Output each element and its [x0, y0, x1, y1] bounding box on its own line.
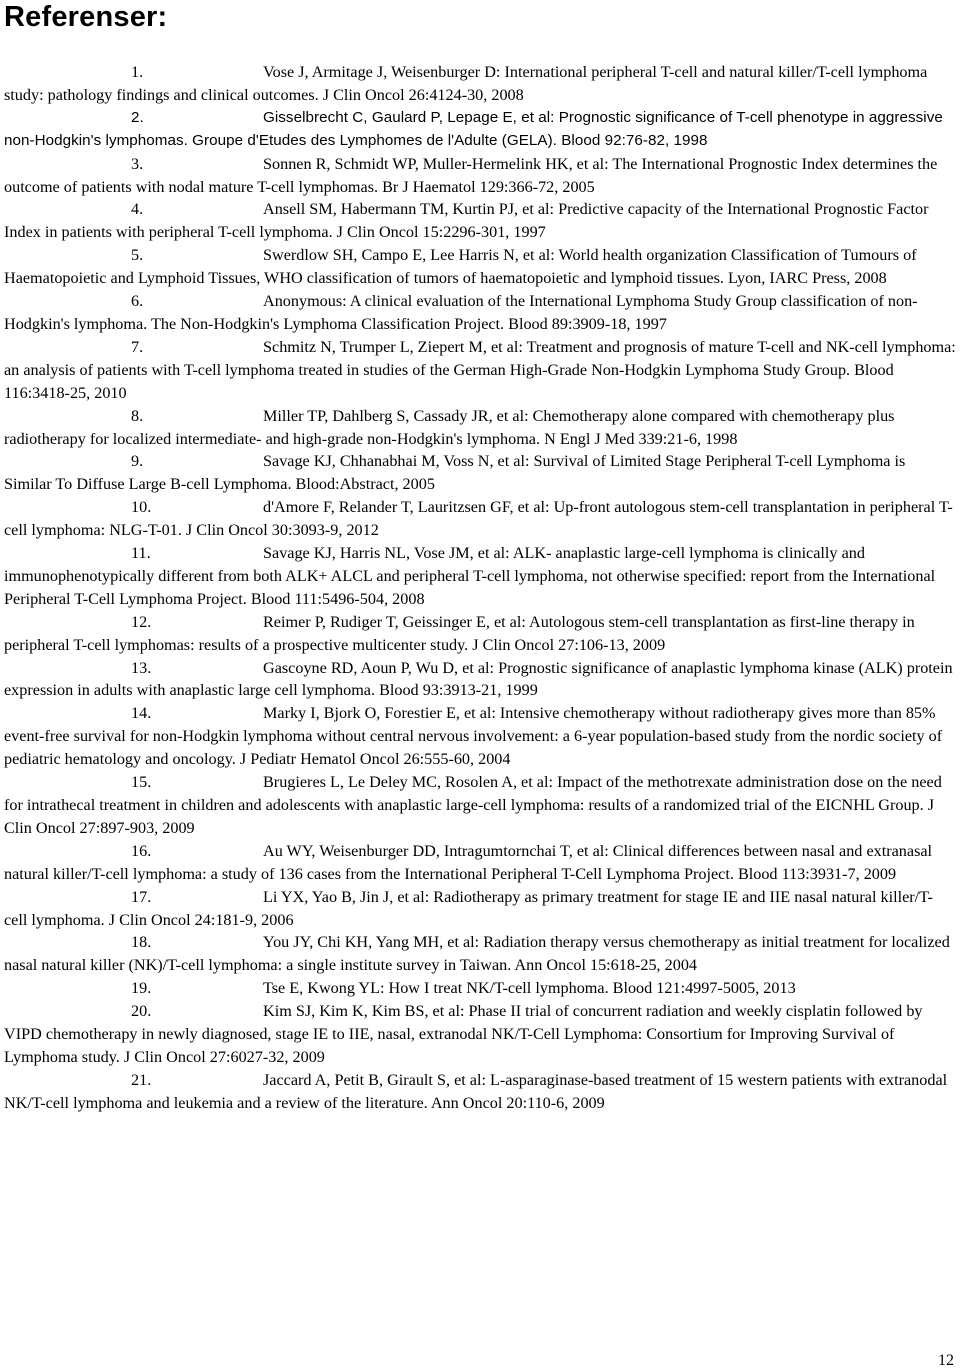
reference-number: 3. — [131, 154, 144, 173]
reference-item — [4, 840, 956, 886]
reference-text: Brugieres L, Le Deley MC, Rosolen A, et al: Impact of the methotrexate administration dose on the need for intrathecal treatment in children and adolescents with anaplastic large-cell lymphoma: results of a randomized trial of the EICNHL Group. J Clin Oncol 27:897-903, 2009 — [4, 773, 942, 837]
reference-item — [4, 153, 956, 199]
reference-item — [4, 405, 956, 451]
reference-number: 17. — [131, 887, 152, 906]
reference-text: Savage KJ, Chhanabhai M, Voss N, et al: Survival of Limited Stage Peripheral T-cell Lymphoma is Similar To Diffuse Large B-cell Lymphoma. Blood:Abstract, 2005 — [4, 452, 906, 494]
reference-item — [4, 931, 956, 977]
reference-text: Gisselbrecht C, Gaulard P, Lepage E, et al: Prognostic significance of T-cell phenotype in aggressive non-Hodgkin's lymphomas. Groupe d'Etudes des Lymphomes de l'Adulte (GELA). Blood 92:76-82, 1998 — [4, 108, 943, 149]
reference-item — [4, 107, 956, 153]
reference-number: 5. — [131, 246, 144, 265]
reference-item — [4, 657, 956, 703]
reference-number: 2. — [131, 108, 144, 126]
reference-text: Li YX, Yao B, Jin J, et al: Radiotherapy as primary treatment for stage IE and IIE nasal natural killer/T-cell lymphoma. J Clin Oncol 24:181-9, 2006 — [4, 887, 933, 929]
reference-text: Au WY, Weisenburger DD, Intragumtornchai T, et al: Clinical differences between nasal and extranasal natural killer/T-cell lymphoma: a study of 136 cases from the International Peripheral T-Cell Lymphoma Project. Blood 113:3931-7, 2009 — [4, 841, 933, 883]
reference-number: 12. — [131, 612, 152, 631]
reference-number: 7. — [131, 337, 144, 356]
page-number: 12 — [938, 1352, 954, 1369]
reference-number: 19. — [131, 979, 152, 998]
reference-item — [4, 450, 956, 496]
reference-text: Miller TP, Dahlberg S, Cassady JR, et al: Chemotherapy alone compared with chemotherapy plus radiotherapy for localized intermediate- and high-grade non-Hodgkin's lymphoma. N Engl J Med 339:21-6, 1998 — [4, 406, 895, 448]
reference-number: 6. — [131, 292, 144, 311]
reference-number: 21. — [131, 1070, 152, 1089]
reference-text: Swerdlow SH, Campo E, Lee Harris N, et al: World health organization Classification of Tumours of Haematopoietic and Lymphoid Tissues, WHO classification of tumors of haematopoietic and lymphoid tissues. Lyon, IARC Press, 2008 — [4, 246, 917, 288]
reference-number: 8. — [131, 406, 144, 425]
reference-text: Vose J, Armitage J, Weisenburger D: International peripheral T-cell and natural killer/T-cell lymphoma study: pathology findings and clinical outcomes. J Clin Oncol 26:4124-30, 2008 — [4, 63, 928, 104]
reference-number: 14. — [131, 704, 152, 723]
reference-item — [4, 290, 956, 336]
reference-item — [4, 611, 956, 657]
reference-text: You JY, Chi KH, Yang MH, et al: Radiation therapy versus chemotherapy as initial treatment for localized nasal natural killer (NK)/T-cell lymphoma: a single institute survey in Taiwan. Ann Oncol 15:618-25, 2004 — [4, 933, 950, 975]
reference-text: Kim SJ, Kim K, Kim BS, et al: Phase II trial of concurrent radiation and weekly cisplatin followed by VIPD chemotherapy in newly diagnosed, stage IE to IIE, nasal, extranodal NK/T-Cell Lymphoma: Consortium for Improving Survival of Lymphoma study. J Clin Oncol 27:6027-32, 2009 — [4, 1002, 923, 1066]
reference-number: 13. — [131, 658, 152, 677]
reference-item — [4, 977, 956, 1000]
reference-number: 20. — [131, 1002, 152, 1021]
reference-item — [4, 771, 956, 840]
reference-item — [4, 244, 956, 290]
reference-number: 16. — [131, 841, 152, 860]
reference-item — [4, 1069, 956, 1115]
reference-text: Reimer P, Rudiger T, Geissinger E, et al: Autologous stem-cell transplantation as first-line therapy in peripheral T-cell lymphomas: results of a prospective multicenter study. J Clin Oncol 27:106-13, 2009 — [4, 612, 915, 654]
references-heading: Referenser: — [4, 1, 168, 33]
reference-text: Tse E, Kwong YL: How I treat NK/T-cell lymphoma. Blood 121:4997-5005, 2013 — [263, 979, 796, 998]
reference-text: Ansell SM, Habermann TM, Kurtin PJ, et al: Predictive capacity of the International Prognostic Factor Index in patients with peripheral T-cell lymphoma. J Clin Oncol 15:2296-301, 1997 — [4, 200, 929, 242]
reference-number: 15. — [131, 773, 152, 792]
reference-item — [4, 336, 956, 405]
reference-number: 11. — [131, 544, 151, 563]
reference-text: d'Amore F, Relander T, Lauritzsen GF, et al: Up-front autologous stem-cell transplantation in peripheral T-cell lymphoma: NLG-T-01. J Clin Oncol 30:3093-9, 2012 — [4, 498, 953, 540]
reference-item — [4, 702, 956, 771]
reference-list — [4, 61, 956, 1115]
reference-text: Marky I, Bjork O, Forestier E, et al: Intensive chemotherapy without radiotherapy gives more than 85% event-free survival for non-Hodgkin lymphoma without central nervous involvement: a 6-year population-based study from the nordic society of pediatric hematology and oncology. J Pediatr Hematol Oncol 26:555-60, 2004 — [4, 704, 943, 769]
reference-number: 18. — [131, 933, 152, 952]
reference-item — [4, 1000, 956, 1069]
reference-item — [4, 198, 956, 244]
reference-item — [4, 542, 956, 611]
reference-number: 1. — [131, 63, 144, 81]
reference-number: 4. — [131, 200, 144, 219]
reference-number: 10. — [131, 498, 152, 517]
reference-text: Schmitz N, Trumper L, Ziepert M, et al: Treatment and prognosis of mature T-cell and NK-cell lymphoma: an analysis of patients with T-cell lymphoma treated in studies of the German High-Grade Non-Hodgkin Lymphoma Study Group. Blood 116:3418-25, 2010 — [4, 337, 956, 402]
reference-text: Sonnen R, Schmidt WP, Muller-Hermelink HK, et al: The International Prognostic Index determines the outcome of patients with nodal mature T-cell lymphomas. Br J Haematol 129:366-72, 2005 — [4, 154, 938, 196]
reference-item — [4, 886, 956, 932]
reference-text: Gascoyne RD, Aoun P, Wu D, et al: Prognostic significance of anaplastic lymphoma kinase (ALK) protein expression in adults with anaplastic large cell lymphoma. Blood 93:3913-21, 1999 — [4, 658, 953, 700]
reference-item — [4, 61, 956, 107]
reference-number: 9. — [131, 452, 144, 471]
reference-text: Anonymous: A clinical evaluation of the International Lymphoma Study Group classification of non-Hodgkin's lymphoma. The Non-Hodgkin's Lymphoma Classification Project. Blood 89:3909-18, 1997 — [4, 292, 918, 333]
reference-text: Savage KJ, Harris NL, Vose JM, et al: ALK- anaplastic large-cell lymphoma is clinically and immunophenotypically different from both ALK+ ALCL and peripheral T-cell lymphoma, not otherwise specified: report from the International Peripheral T-Cell Lymphoma Project. Blood 111:5496-504, 2008 — [4, 544, 936, 608]
reference-item — [4, 496, 956, 542]
reference-text: Jaccard A, Petit B, Girault S, et al: L-asparaginase-based treatment of 15 western patients with extranodal NK/T-cell lymphoma and leukemia and a review of the literature. Ann Oncol 20:110-6, 2009 — [4, 1070, 948, 1112]
